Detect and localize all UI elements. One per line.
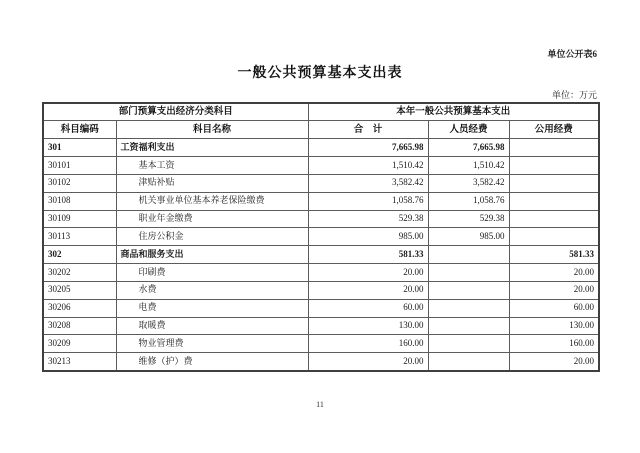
cell-total: 60.00 [308, 299, 428, 317]
cell-public [509, 228, 599, 246]
cell-total: 20.00 [308, 353, 428, 371]
cell-name: 电费 [116, 299, 308, 317]
table-row [43, 281, 599, 299]
page-title: 一般公共预算基本支出表 [237, 64, 403, 80]
header-columns-row [43, 121, 599, 139]
cell-code: 30206 [43, 299, 116, 317]
cell-public [509, 174, 599, 192]
cell-public: 20.00 [509, 281, 599, 299]
page-number: 11 [316, 400, 324, 409]
cell-total: 529.38 [308, 210, 428, 228]
cell-personnel: 985.00 [428, 228, 509, 246]
table-row [43, 299, 599, 317]
cell-code: 30102 [43, 174, 116, 192]
cell-total: 985.00 [308, 228, 428, 246]
cell-total: 7,665.98 [308, 139, 428, 157]
cell-total: 160.00 [308, 335, 428, 353]
cell-name: 津贴补贴 [116, 174, 308, 192]
cell-public [509, 157, 599, 175]
cell-public [509, 139, 599, 157]
cell-total: 20.00 [308, 264, 428, 282]
cell-code: 302 [43, 246, 116, 264]
cell-public: 20.00 [509, 353, 599, 371]
table-row [43, 335, 599, 353]
table-row [43, 317, 599, 335]
cell-name: 工资福利支出 [116, 139, 308, 157]
table-body [43, 139, 599, 371]
cell-public: 160.00 [509, 335, 599, 353]
col-header-personnel: 人员经费 [428, 121, 509, 139]
cell-personnel: 529.38 [428, 210, 509, 228]
cell-public: 60.00 [509, 299, 599, 317]
col-header-code: 科目编码 [43, 121, 116, 139]
unit-note: 单位：万元 [551, 90, 597, 100]
cell-personnel: 1,058.76 [428, 192, 509, 210]
cell-code: 30213 [43, 353, 116, 371]
table-row [43, 210, 599, 228]
cell-code: 30209 [43, 335, 116, 353]
cell-personnel [428, 335, 509, 353]
col-header-public: 公用经费 [509, 121, 599, 139]
table-row [43, 353, 599, 371]
table-row [43, 157, 599, 175]
cell-name: 维修（护）费 [116, 353, 308, 371]
cell-personnel [428, 353, 509, 371]
table-header [43, 103, 599, 139]
cell-code: 301 [43, 139, 116, 157]
col-header-name: 科目名称 [116, 121, 308, 139]
cell-name: 水费 [116, 281, 308, 299]
cell-total: 130.00 [308, 317, 428, 335]
cell-name: 住房公积金 [116, 228, 308, 246]
cell-public: 581.33 [509, 246, 599, 264]
table-row [43, 174, 599, 192]
cell-personnel [428, 317, 509, 335]
cell-total: 20.00 [308, 281, 428, 299]
cell-total: 1,510.42 [308, 157, 428, 175]
cell-name: 物业管理费 [116, 335, 308, 353]
cell-name: 基本工资 [116, 157, 308, 175]
cell-name: 职业年金缴费 [116, 210, 308, 228]
cell-name: 商品和服务支出 [116, 246, 308, 264]
table-row [43, 228, 599, 246]
cell-public [509, 192, 599, 210]
cell-public: 130.00 [509, 317, 599, 335]
cell-personnel: 3,582.42 [428, 174, 509, 192]
col-header-total: 合 计 [308, 121, 428, 139]
cell-code: 30108 [43, 192, 116, 210]
doc-label: 单位公开表6 [547, 49, 597, 59]
cell-public: 20.00 [509, 264, 599, 282]
cell-name: 取暖费 [116, 317, 308, 335]
cell-personnel: 1,510.42 [428, 157, 509, 175]
cell-name: 机关事业单位基本养老保险缴费 [116, 192, 308, 210]
table-row [43, 246, 599, 264]
header-group-right: 本年一般公共预算基本支出 [308, 103, 599, 121]
cell-personnel [428, 246, 509, 264]
header-group-row [43, 103, 599, 121]
cell-personnel [428, 299, 509, 317]
budget-table [42, 102, 600, 372]
header-group-left: 部门预算支出经济分类科目 [43, 103, 308, 121]
cell-code: 30205 [43, 281, 116, 299]
cell-personnel [428, 281, 509, 299]
cell-name: 印刷费 [116, 264, 308, 282]
cell-public [509, 210, 599, 228]
cell-code: 30208 [43, 317, 116, 335]
cell-code: 30113 [43, 228, 116, 246]
cell-personnel: 7,665.98 [428, 139, 509, 157]
cell-total: 581.33 [308, 246, 428, 264]
table-row [43, 264, 599, 282]
cell-personnel [428, 264, 509, 282]
cell-total: 3,582.42 [308, 174, 428, 192]
cell-code: 30202 [43, 264, 116, 282]
cell-code: 30109 [43, 210, 116, 228]
table-row [43, 192, 599, 210]
table-row [43, 139, 599, 157]
cell-code: 30101 [43, 157, 116, 175]
cell-total: 1,058.76 [308, 192, 428, 210]
